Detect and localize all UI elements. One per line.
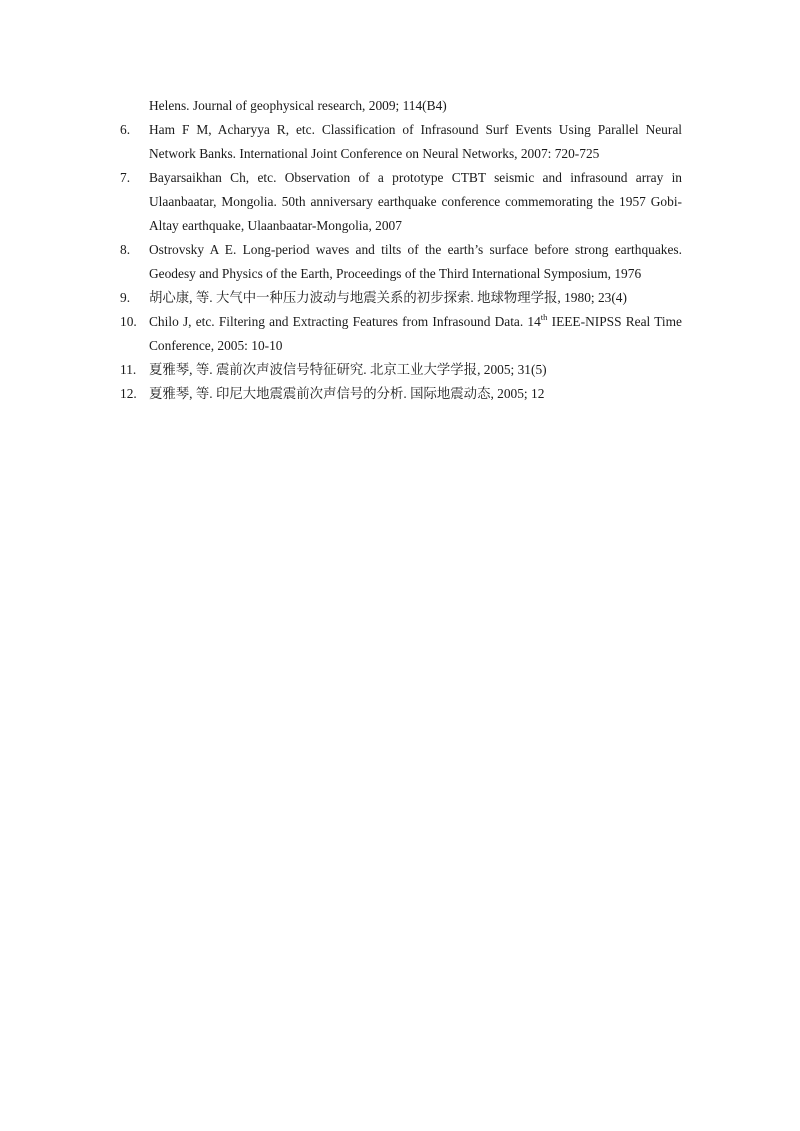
reference-text: 夏雅琴, 等. 震前次声波信号特征研究. 北京工业大学学报, 2005; 31(5): [149, 362, 547, 377]
reference-item: [120, 382, 682, 406]
reference-text: 夏雅琴, 等. 印尼大地震震前次声信号的分析. 国际地震动态, 2005; 12: [149, 386, 545, 401]
reference-number: 11.: [120, 362, 137, 377]
reference-text-after: IEEE-NIPSS Real Time Conference, 2005: 10-10: [149, 314, 682, 353]
reference-list: [120, 94, 682, 406]
reference-number: 6.: [120, 122, 131, 137]
reference-text: Helens. Journal of geophysical research, 2009; 114(B4): [149, 98, 447, 113]
reference-number: 7.: [120, 170, 131, 185]
reference-text: Bayarsaikhan Ch, etc. Observation of a prototype CTBT seismic and infrasound array in Ulaanbaatar, Mongolia. 50th anniversary earthquake conference commemorating the 1957 Gobi-Altay earthquake, Ulaanbaatar-Mongolia, 2007: [149, 170, 682, 233]
reference-text: Ham F M, Acharyya R, etc. Classification of Infrasound Surf Events Using Parallel Neural Network Banks. International Joint Conference on Neural Networks, 2007: 720-725: [149, 122, 682, 161]
reference-text: 胡心康, 等. 大气中一种压力波动与地震关系的初步探索. 地球物理学报, 1980; 23(4): [149, 290, 627, 305]
ordinal-superscript: th: [540, 312, 548, 322]
reference-text: [149, 314, 682, 353]
reference-text: Ostrovsky A E. Long-period waves and tilts of the earth’s surface before strong earthquakes. Geodesy and Physics of the Earth, Proceedings of the Third International Symposium, 1976: [149, 242, 682, 281]
reference-number: 12.: [120, 386, 137, 401]
reference-item: [120, 94, 682, 118]
reference-number: 10.: [120, 314, 137, 329]
reference-item: [120, 310, 682, 358]
reference-item: [120, 286, 682, 310]
reference-number: 9.: [120, 290, 131, 305]
reference-item: [120, 238, 682, 286]
reference-item: [120, 118, 682, 166]
reference-number: 8.: [120, 242, 131, 257]
reference-item: [120, 166, 682, 238]
reference-text-before: Chilo J, etc. Filtering and Extracting Features from Infrasound Data. 14: [149, 314, 541, 329]
reference-item: [120, 358, 682, 382]
